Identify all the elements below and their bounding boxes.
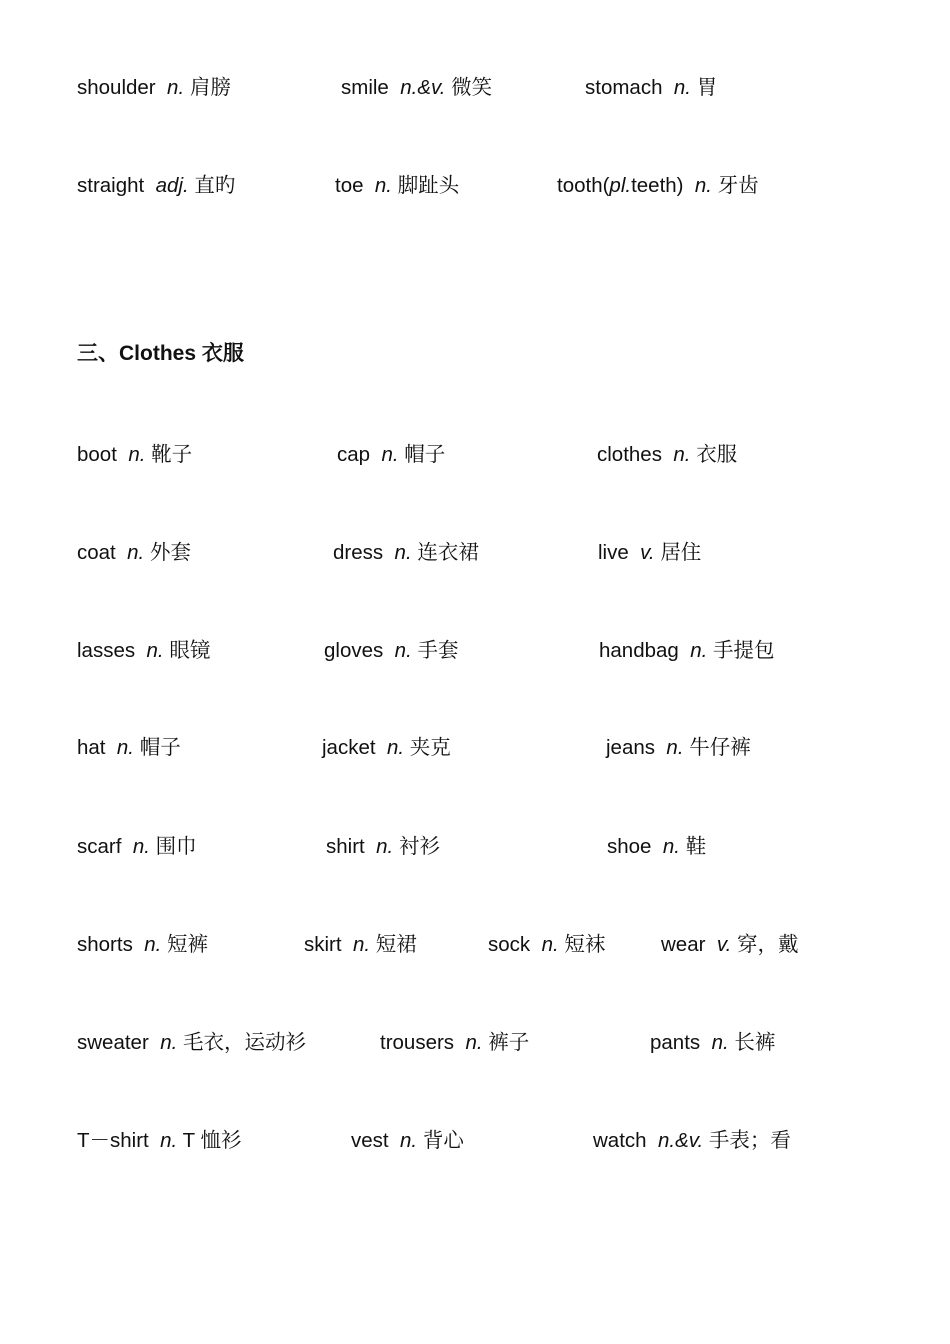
entry-meaning: 手表；看 xyxy=(708,1129,791,1152)
vocab-entry xyxy=(599,636,775,666)
vocab-entry xyxy=(304,930,417,960)
entry-meaning: 毛衣，运动衫 xyxy=(183,1031,306,1054)
entry-word: live xyxy=(598,541,629,564)
vocab-entry xyxy=(488,930,605,960)
entry-pos: n. xyxy=(160,1031,178,1054)
vocab-row xyxy=(0,440,950,470)
vocab-entry xyxy=(322,733,451,763)
entry-pos: n. xyxy=(673,443,691,466)
entry-meaning: 连衣裙 xyxy=(417,541,479,564)
vocab-entry xyxy=(77,440,192,470)
vocab-entry xyxy=(77,832,197,862)
entry-word xyxy=(557,174,684,197)
entry-meaning: 衬衫 xyxy=(398,835,440,858)
vocab-entry xyxy=(341,73,492,103)
entry-meaning: 微笑 xyxy=(451,76,493,99)
entry-word: watch xyxy=(593,1129,647,1152)
entry-meaning: 脚趾头 xyxy=(397,174,460,197)
vocab-row xyxy=(0,73,950,103)
vocab-entry xyxy=(597,440,737,470)
vocab-entry xyxy=(650,1028,775,1058)
vocab-entry xyxy=(77,733,181,763)
entry-meaning: 短裤 xyxy=(167,933,209,956)
vocab-entry xyxy=(380,1028,529,1058)
entry-meaning: 帽子 xyxy=(139,736,181,759)
entry-pos: n. xyxy=(394,639,412,662)
entry-meaning: 牙齿 xyxy=(717,174,759,197)
entry-pos: n.&v. xyxy=(657,1129,704,1152)
entry-meaning: 夹克 xyxy=(409,736,451,759)
entry-meaning: 短袜 xyxy=(564,933,606,956)
vocab-entry xyxy=(77,73,231,103)
entry-pos: n. xyxy=(146,639,164,662)
entry-word: sock xyxy=(488,933,531,956)
entry-word: clothes xyxy=(597,443,662,466)
entry-word: straight xyxy=(77,174,145,197)
entry-word: toe xyxy=(335,174,364,197)
entry-word: lasses xyxy=(77,639,136,662)
vocab-entry xyxy=(326,832,440,862)
entry-word: shoulder xyxy=(77,76,156,99)
entry-word: stomach xyxy=(585,76,663,99)
entry-word: vest xyxy=(351,1129,389,1152)
entry-pos: n. xyxy=(127,541,145,564)
entry-pos: n. xyxy=(694,174,713,197)
entry-word: shirt xyxy=(326,835,365,858)
entry-meaning: 手提包 xyxy=(713,639,775,662)
vocab-entry xyxy=(351,1126,464,1156)
entry-meaning: 穿，戴 xyxy=(736,933,799,956)
entry-pos: n. xyxy=(465,1031,483,1054)
entry-word: coat xyxy=(77,541,116,564)
vocab-row xyxy=(0,1028,950,1058)
entry-word: jeans xyxy=(606,736,656,759)
entry-meaning: 手套 xyxy=(417,639,459,662)
entry-pos: n. xyxy=(690,639,708,662)
entry-pos: n. xyxy=(673,76,691,99)
vocab-entry xyxy=(324,636,458,666)
entry-word: scarf xyxy=(77,835,122,858)
entry-word: shorts xyxy=(77,933,133,956)
entry-word: trousers xyxy=(380,1031,455,1054)
entry-pos: n.&v. xyxy=(400,76,446,99)
vocab-entry xyxy=(77,171,235,201)
entry-pos: n. xyxy=(541,933,559,956)
vocab-row xyxy=(0,538,950,568)
entry-word: dress xyxy=(333,541,384,564)
entry-meaning: 背心 xyxy=(422,1129,464,1152)
section-heading: 三、Clothes 衣服 xyxy=(77,342,244,365)
entry-word: hat xyxy=(77,736,106,759)
entry-pos: n. xyxy=(381,443,399,466)
entry-meaning: 肩膀 xyxy=(189,76,231,99)
entry-meaning: 围巾 xyxy=(155,835,197,858)
vocab-row xyxy=(0,171,950,201)
entry-pos: n. xyxy=(132,835,150,858)
entry-pos: n. xyxy=(711,1031,729,1054)
vocab-entry xyxy=(77,930,208,960)
vocab-entry xyxy=(585,73,717,103)
entry-pos: n. xyxy=(128,443,146,466)
entry-meaning: 眼镜 xyxy=(169,639,211,662)
vocab-row xyxy=(0,832,950,862)
entry-meaning: T 恤衫 xyxy=(182,1129,242,1152)
entry-word: jacket xyxy=(322,736,376,759)
entry-meaning: 牛仔裤 xyxy=(689,736,751,759)
entry-meaning: 衣服 xyxy=(696,443,738,466)
entry-meaning: 直旳 xyxy=(194,174,236,197)
entry-word: boot xyxy=(77,443,117,466)
entry-word: smile xyxy=(341,76,389,99)
entry-pos: adj. xyxy=(155,174,189,197)
entry-pos: n. xyxy=(400,1129,418,1152)
vocab-row xyxy=(0,636,950,666)
vocab-entry xyxy=(607,832,706,862)
entry-pos: n. xyxy=(386,736,405,759)
entry-meaning: 鞋 xyxy=(685,835,707,858)
vocab-entry xyxy=(598,538,701,568)
vocab-entry xyxy=(77,538,191,568)
entry-pos: n. xyxy=(376,835,394,858)
vocab-entry xyxy=(77,1126,241,1156)
entry-word: sweater xyxy=(77,1031,149,1054)
vocab-entry xyxy=(337,440,445,470)
entry-meaning: 帽子 xyxy=(404,443,446,466)
vocab-row xyxy=(0,1126,950,1156)
vocab-entry xyxy=(606,733,751,763)
entry-pos: n. xyxy=(662,835,680,858)
entry-pos: n. xyxy=(116,736,135,759)
entry-meaning: 短裙 xyxy=(375,933,417,956)
entry-word: skirt xyxy=(304,933,342,956)
entry-word-pre: tooth( xyxy=(557,174,610,197)
entry-pos: n. xyxy=(666,736,684,759)
entry-word: handbag xyxy=(599,639,679,662)
vocab-row xyxy=(0,930,950,960)
vocab-row xyxy=(0,733,950,763)
entry-word: T－shirt xyxy=(77,1129,149,1152)
entry-pos: n. xyxy=(167,76,185,99)
entry-pos: n. xyxy=(144,933,162,956)
entry-word: wear xyxy=(661,933,706,956)
entry-pos: n. xyxy=(394,541,412,564)
vocab-entry xyxy=(77,636,210,666)
entry-word: cap xyxy=(337,443,371,466)
entry-meaning: 靴子 xyxy=(151,443,193,466)
entry-pos: n. xyxy=(352,933,371,956)
vocab-entry xyxy=(333,538,479,568)
entry-word-post: teeth) xyxy=(631,174,684,197)
vocab-entry xyxy=(557,171,759,201)
vocab-entry xyxy=(77,1028,306,1058)
entry-meaning: 胃 xyxy=(696,76,718,99)
entry-meaning: 外套 xyxy=(149,541,191,564)
vocab-entry xyxy=(661,930,798,960)
entry-word: gloves xyxy=(324,639,384,662)
entry-word: pants xyxy=(650,1031,701,1054)
entry-pos: n. xyxy=(160,1129,178,1152)
entry-pos: v. xyxy=(716,933,732,956)
entry-word: shoe xyxy=(607,835,652,858)
entry-pos: n. xyxy=(374,174,393,197)
entry-meaning: 长裤 xyxy=(734,1031,776,1054)
entry-meaning: 裤子 xyxy=(488,1031,530,1054)
vocab-entry xyxy=(335,171,459,201)
entry-word-pos: pl. xyxy=(609,174,632,197)
entry-meaning: 居住 xyxy=(660,541,702,564)
entry-pos: v. xyxy=(640,541,655,564)
vocab-entry xyxy=(593,1126,791,1156)
